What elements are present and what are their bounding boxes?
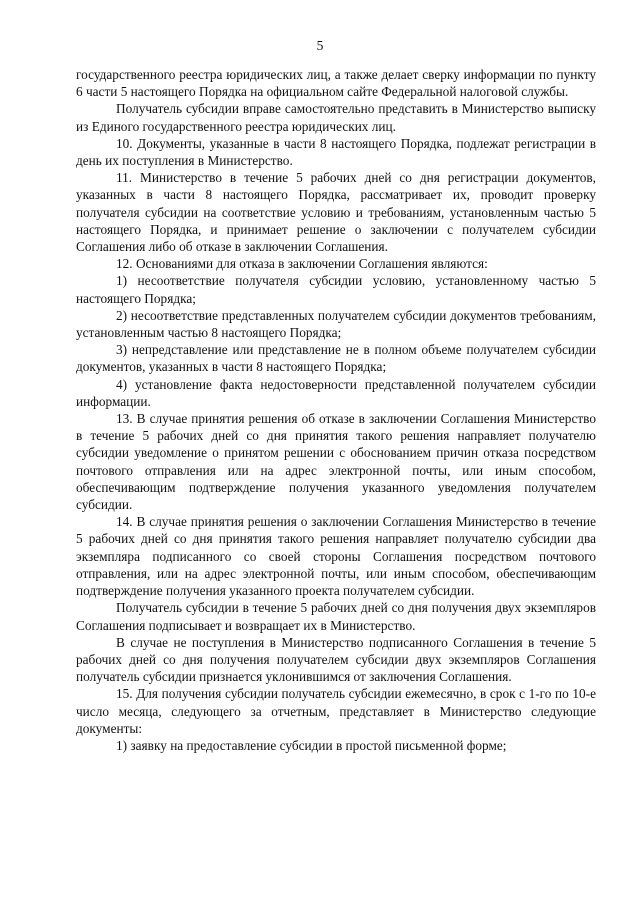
- paragraph-item-15: 15. Для получения субсидии получатель субсидии ежемесячно, в срок с 1-го по 10-е число месяца, следующего за отчетным, представляет в Министерство следующие документы:: [76, 686, 596, 736]
- list-item: 4) установление факта недостоверности представленной получателем субсидии информации.: [76, 376, 596, 409]
- paragraph: Получатель субсидии в течение 5 рабочих дней со дня получения двух экземпляров Соглашения подписывает и возвращает их в Министерство.: [76, 600, 596, 633]
- paragraph-item-10: 10. Документы, указанные в части 8 настоящего Порядка, подлежат регистрации в день их поступления в Министерство.: [76, 135, 596, 169]
- paragraph-item-13: 13. В случае принятия решения об отказе в заключении Соглашения Министерство в течение 5 рабочих дней со дня принятия такого решения направляет получателю субсидии уведомление о принятом решении с обоснованием причин отказа посредством почтового отправления или на адрес электронной почты, или иным способом, обеспечивающим подтверждение получения указанного уведомления получателем субсидии.: [76, 411, 596, 513]
- list-item: 1) несоответствие получателя субсидии условию, установленному частью 5 настоящего Порядка;: [76, 273, 596, 306]
- paragraph: В случае не поступления в Министерство подписанного Соглашения в течение 5 рабочих дней со дня получения получателем субсидии двух экземпляров Соглашения получатель субсидии признается уклонившимся от заключения Соглашения.: [76, 634, 596, 685]
- list-item: 1) заявку на предоставление субсидии в простой письменной форме;: [116, 737, 507, 753]
- page-number: 5: [316, 38, 324, 53]
- document-body: [76, 66, 596, 754]
- paragraph-continuation: государственного реестра юридических лиц, а также делает сверку информации по пункту 6 части 5 настоящего Порядка на официальном сайте Федеральной налоговой службы.: [76, 67, 596, 100]
- paragraph-item-12: 12. Основаниями для отказа в заключении Соглашения являются:: [116, 256, 488, 272]
- paragraph: Получатель субсидии вправе самостоятельно представить в Министерство выписку из Единого государственного реестра юридических лиц.: [76, 101, 596, 134]
- paragraph-item-11: 11. Министерство в течение 5 рабочих дней со дня регистрации документов, указанных в части 8 настоящего Порядка, рассматривает их, проводит проверку получателя субсидии на соответствие условию и требованиям, установленным частью 5 настоящего Порядка, и принимает решение о заключении с получателем субсидии Соглашения либо об отказе в заключении Соглашения.: [76, 170, 596, 255]
- paragraph-item-14: 14. В случае принятия решения о заключении Соглашения Министерство в течение 5 рабочих дней со дня принятия такого решения направляет получателю субсидии два экземпляра подписанного со своей стороны Соглашения посредством почтового отправления, или на адрес электронной почты, или иным способом, обеспечивающим подтверждение получения указанного проекта получателем субсидии.: [76, 514, 596, 599]
- list-item: 3) непредставление или представление не в полном объеме получателем субсидии документов, указанных в части 8 настоящего Порядка;: [76, 342, 596, 375]
- list-item: 2) несоответствие представленных получателем субсидии документов требованиям, установленным частью 8 настоящего Порядка;: [76, 307, 596, 341]
